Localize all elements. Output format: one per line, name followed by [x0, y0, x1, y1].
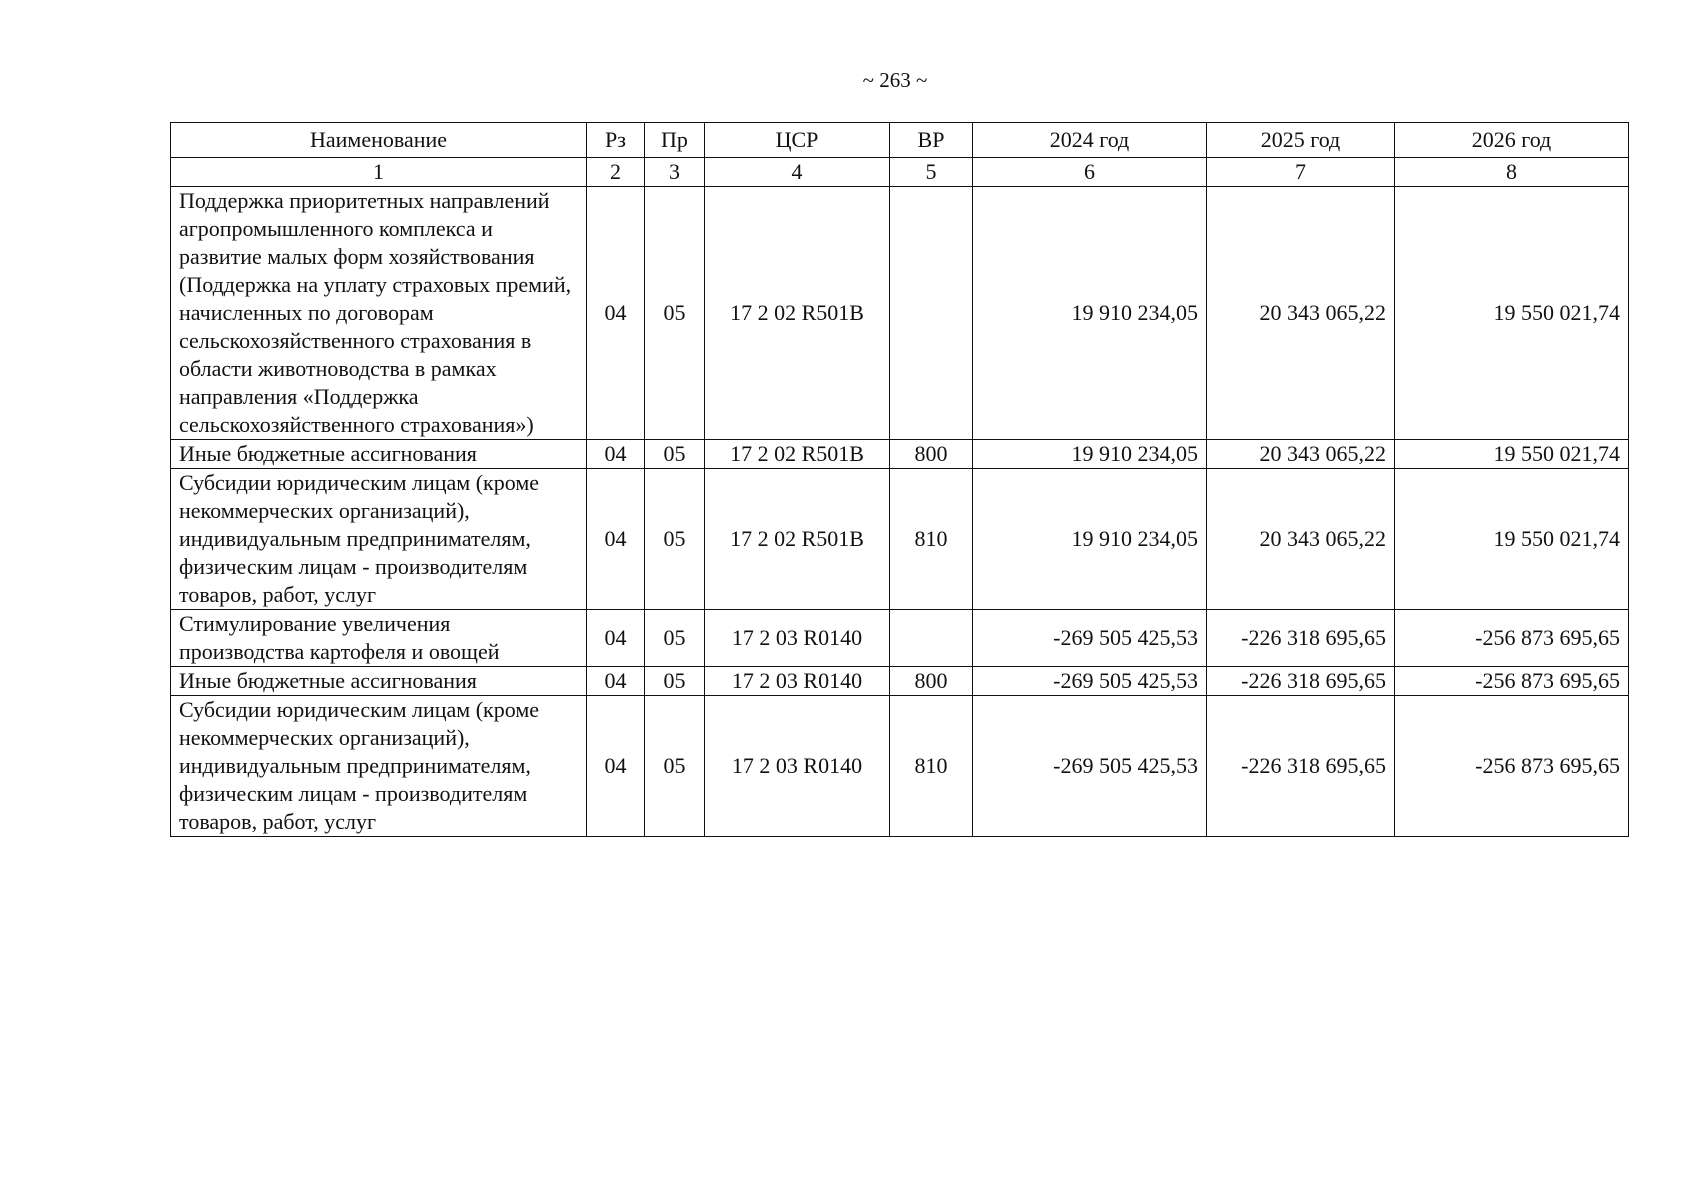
row-2026: 19 550 021,74: [1395, 440, 1629, 469]
row-vr: [890, 610, 973, 667]
row-2025: -226 318 695,65: [1207, 610, 1395, 667]
header-row: [171, 123, 1629, 158]
header-pr: Пр: [645, 123, 705, 158]
row-2024: 19 910 234,05: [973, 440, 1207, 469]
row-2024: 19 910 234,05: [973, 187, 1207, 440]
row-2025: -226 318 695,65: [1207, 696, 1395, 837]
column-index: 5: [890, 158, 973, 187]
column-index: 4: [705, 158, 890, 187]
row-csr: 17 2 03 R0140: [705, 667, 890, 696]
row-vr: 810: [890, 469, 973, 610]
row-vr: [890, 187, 973, 440]
row-rz: 04: [587, 440, 645, 469]
row-2026: -256 873 695,65: [1395, 610, 1629, 667]
row-rz: 04: [587, 696, 645, 837]
column-index: 8: [1395, 158, 1629, 187]
row-name: Иные бюджетные ассигнования: [171, 667, 587, 696]
row-2024: 19 910 234,05: [973, 469, 1207, 610]
row-2024: -269 505 425,53: [973, 696, 1207, 837]
header-2025: 2025 год: [1207, 123, 1395, 158]
column-index: 6: [973, 158, 1207, 187]
row-2026: -256 873 695,65: [1395, 696, 1629, 837]
budget-table: [170, 122, 1629, 837]
row-csr: 17 2 03 R0140: [705, 696, 890, 837]
row-csr: 17 2 02 R501B: [705, 187, 890, 440]
row-csr: 17 2 03 R0140: [705, 610, 890, 667]
row-name: Поддержка приоритетных направлений агропромышленного комплекса и развитие малых форм хозяйствования (Поддержка на уплату страховых премий, начисленных по договорам сельскохозяйственного страхования в области животноводства в рамках направления «Поддержка сельскохозяйственного страхования»): [171, 187, 587, 440]
row-2025: 20 343 065,22: [1207, 469, 1395, 610]
header-vr: ВР: [890, 123, 973, 158]
header-2026: 2026 год: [1395, 123, 1629, 158]
row-rz: 04: [587, 667, 645, 696]
row-pr: 05: [645, 469, 705, 610]
header-2024: 2024 год: [973, 123, 1207, 158]
row-2025: 20 343 065,22: [1207, 440, 1395, 469]
row-vr: 800: [890, 667, 973, 696]
row-rz: 04: [587, 469, 645, 610]
table-row: [171, 469, 1629, 610]
row-name: Иные бюджетные ассигнования: [171, 440, 587, 469]
row-csr: 17 2 02 R501B: [705, 469, 890, 610]
header-name: Наименование: [171, 123, 587, 158]
row-2024: -269 505 425,53: [973, 667, 1207, 696]
row-pr: 05: [645, 696, 705, 837]
row-pr: 05: [645, 667, 705, 696]
column-index-row: [171, 158, 1629, 187]
table-row: [171, 610, 1629, 667]
table-row: [171, 440, 1629, 469]
table-row: [171, 187, 1629, 440]
row-rz: 04: [587, 610, 645, 667]
row-name: Субсидии юридическим лицам (кроме некоммерческих организаций), индивидуальным предпринимателям, физическим лицам - производителям товаров, работ, услуг: [171, 696, 587, 837]
row-2026: 19 550 021,74: [1395, 469, 1629, 610]
row-2026: 19 550 021,74: [1395, 187, 1629, 440]
column-index: 7: [1207, 158, 1395, 187]
page-number: ~ 263 ~: [862, 68, 928, 92]
table-row: [171, 696, 1629, 837]
row-2025: 20 343 065,22: [1207, 187, 1395, 440]
column-index: 2: [587, 158, 645, 187]
table-row: [171, 667, 1629, 696]
row-csr: 17 2 02 R501B: [705, 440, 890, 469]
row-vr: 800: [890, 440, 973, 469]
column-index: 3: [645, 158, 705, 187]
row-pr: 05: [645, 440, 705, 469]
row-vr: 810: [890, 696, 973, 837]
row-name: Стимулирование увеличения производства картофеля и овощей: [171, 610, 587, 667]
header-csr: ЦСР: [705, 123, 890, 158]
row-pr: 05: [645, 610, 705, 667]
row-2026: -256 873 695,65: [1395, 667, 1629, 696]
row-name: Субсидии юридическим лицам (кроме некоммерческих организаций), индивидуальным предпринимателям, физическим лицам - производителям товаров, работ, услуг: [171, 469, 587, 610]
header-rz: Рз: [587, 123, 645, 158]
row-2025: -226 318 695,65: [1207, 667, 1395, 696]
row-2024: -269 505 425,53: [973, 610, 1207, 667]
row-pr: 05: [645, 187, 705, 440]
row-rz: 04: [587, 187, 645, 440]
column-index: 1: [171, 158, 587, 187]
